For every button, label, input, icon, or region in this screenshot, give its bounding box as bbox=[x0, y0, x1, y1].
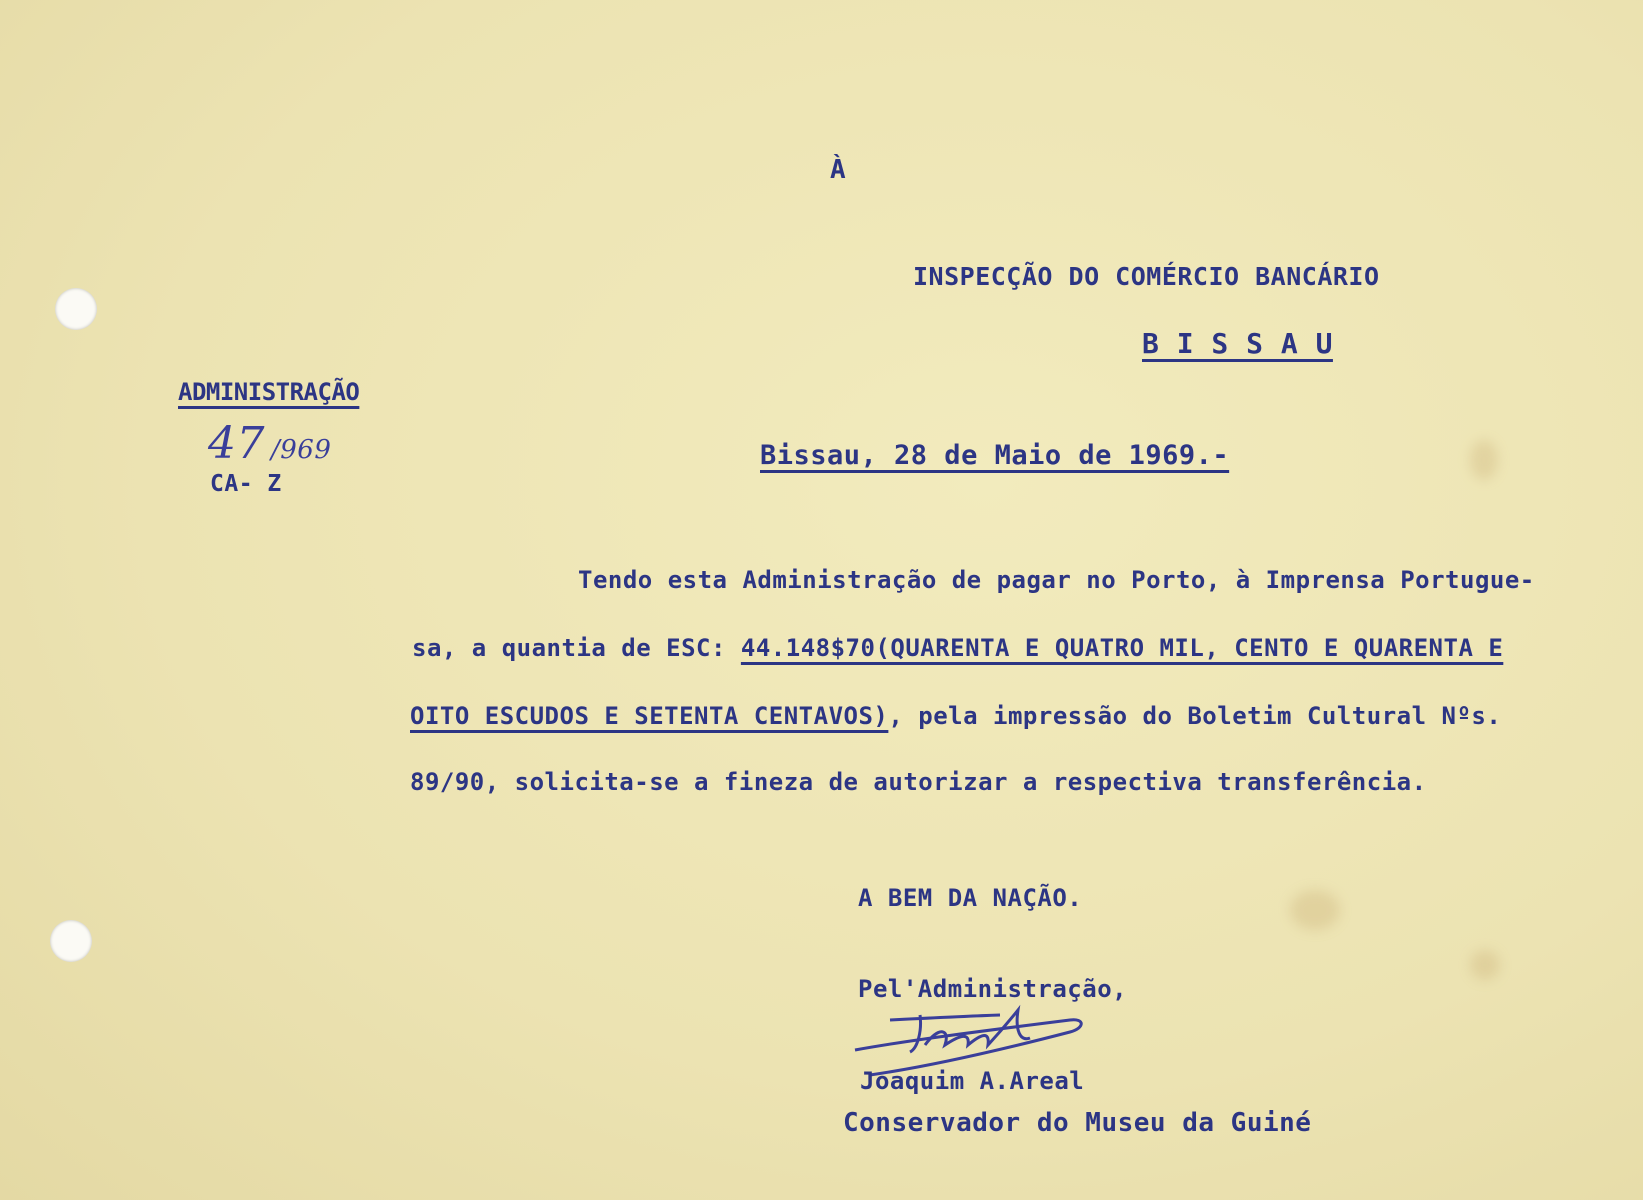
body-line-1: Tendo esta Administração de pagar no Porto, à Imprensa Portugue- bbox=[578, 566, 1535, 594]
reference-department: ADMINISTRAÇÃO bbox=[178, 378, 360, 406]
stain-mark bbox=[1470, 950, 1500, 980]
body-line-2 bbox=[412, 634, 1503, 662]
amount-in-words-continued: OITO ESCUDOS E SETENTA CENTAVOS) bbox=[410, 702, 889, 730]
body-line-4: 89/90, solicita-se a fineza de autorizar a respectiva transferência. bbox=[410, 768, 1427, 796]
punch-hole-bottom bbox=[50, 920, 92, 962]
salutation: À bbox=[830, 155, 847, 185]
reference-number: 47 bbox=[208, 418, 265, 469]
closing: A BEM DA NAÇÃO. bbox=[858, 884, 1083, 912]
body-line-3 bbox=[410, 702, 1501, 730]
reference-code: CA- Z bbox=[210, 471, 282, 497]
signer-name: Joaquim A.Areal bbox=[860, 1067, 1085, 1095]
stain-mark bbox=[1290, 890, 1340, 930]
reference-number-line bbox=[208, 418, 359, 469]
punch-hole-top bbox=[55, 288, 97, 330]
letter-date: Bissau, 28 de Maio de 1969.- bbox=[760, 440, 1230, 471]
signoff: Pel'Administração, bbox=[858, 975, 1128, 1003]
reference-block bbox=[178, 378, 359, 497]
reference-year: /969 bbox=[271, 435, 332, 465]
stain-mark bbox=[1470, 440, 1498, 480]
body-line-2-text: sa, a quantia de ESC: bbox=[412, 634, 741, 662]
signer-title: Conservador do Museu da Guiné bbox=[843, 1108, 1312, 1138]
recipient: INSPECÇÃO DO COMÉRCIO BANCÁRIO bbox=[913, 262, 1380, 291]
body-line-3-text: , pela impressão do Boletim Cultural Nºs. bbox=[888, 702, 1502, 730]
amount-in-words: 44.148$70(QUARENTA E QUATRO MIL, CENTO E QUARENTA E bbox=[740, 634, 1504, 662]
recipient-city: B I S S A U bbox=[1142, 327, 1333, 360]
